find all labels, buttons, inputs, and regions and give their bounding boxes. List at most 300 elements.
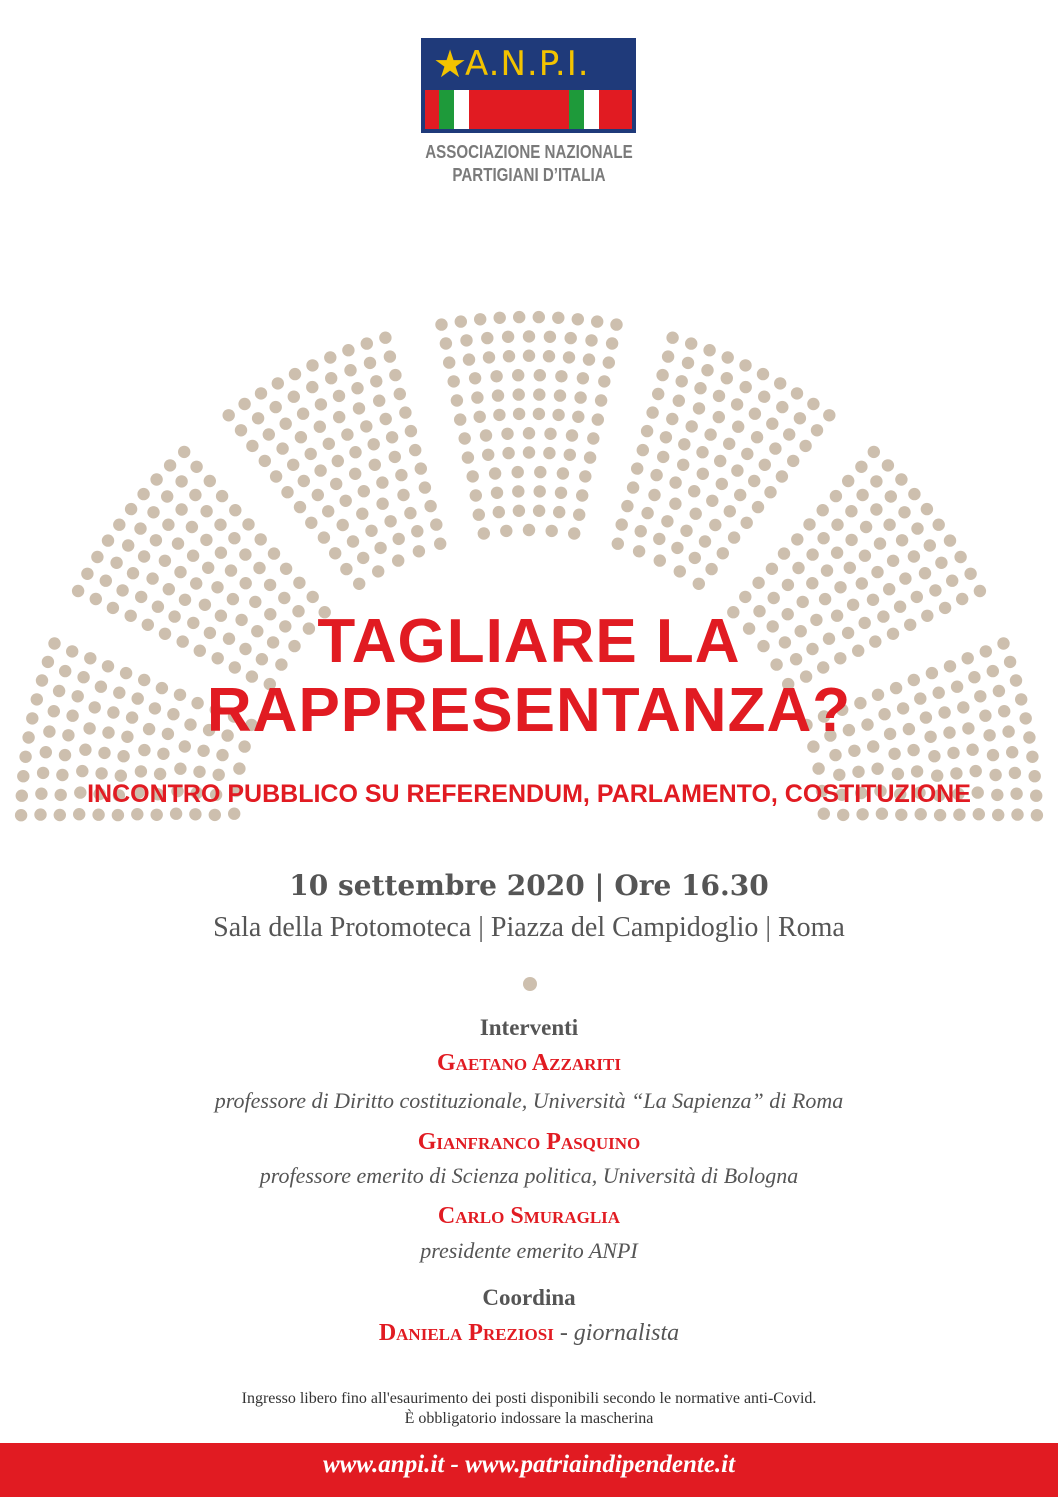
seat-dot	[513, 505, 525, 517]
seat-dot	[353, 578, 365, 590]
seat-dot	[876, 808, 888, 820]
seat-dot	[806, 548, 818, 560]
seat-dot	[633, 545, 645, 557]
seat-dot	[19, 751, 31, 763]
seat-dot	[714, 455, 726, 467]
seat-dot	[98, 747, 110, 759]
seat-dot	[395, 469, 407, 481]
seat-dot	[146, 572, 158, 584]
seat-dot	[870, 475, 882, 487]
seat-dot	[896, 534, 908, 546]
seat-dot	[829, 749, 841, 761]
seat-dot	[721, 372, 733, 384]
seat-dot	[546, 525, 558, 537]
speakers-heading: Interventi	[479, 1015, 579, 1040]
seat-dot	[228, 532, 240, 544]
seat-dot	[483, 351, 495, 363]
seat-dot	[288, 391, 300, 403]
seat-dot	[227, 593, 239, 605]
seat-dot	[739, 591, 751, 603]
seat-dot	[306, 359, 318, 371]
seat-dot	[697, 468, 709, 480]
logo-caption-line2: PARTIGIANI D’ITALIA	[452, 165, 606, 185]
seat-dot	[228, 808, 240, 820]
seat-dot	[100, 575, 112, 587]
seat-dot	[598, 375, 610, 387]
seat-dot	[811, 424, 823, 436]
seat-dot	[592, 413, 604, 425]
seat-dot	[332, 455, 344, 467]
seat-dot	[315, 398, 327, 410]
speaker-name: Carlo Smuraglia	[437, 1203, 621, 1229]
seat-dot	[235, 424, 247, 436]
seat-dot	[778, 547, 790, 559]
seat-dot	[641, 425, 653, 437]
seat-dot	[280, 418, 292, 430]
seat-dot	[138, 744, 150, 756]
seat-dot	[699, 535, 711, 547]
seat-dot	[174, 763, 186, 775]
seat-dot	[818, 808, 830, 820]
seat-dot	[859, 550, 871, 562]
seat-dot	[924, 539, 936, 551]
logo-caption-line1: ASSOCIAZIONE NAZIONALE	[425, 142, 633, 162]
seat-dot	[740, 381, 752, 393]
seat-dot	[376, 498, 388, 510]
seat-dot	[741, 517, 753, 529]
seat-dot	[883, 519, 895, 531]
seat-dot	[523, 350, 535, 362]
seat-dot	[353, 402, 365, 414]
seat-dot	[690, 508, 702, 520]
seat-dot	[454, 413, 466, 425]
seat-dot	[202, 562, 214, 574]
seat-dot	[268, 547, 280, 559]
seat-dot	[340, 495, 352, 507]
seat-dot	[806, 577, 818, 589]
seat-dot	[229, 504, 241, 516]
seat-dot	[471, 391, 483, 403]
speaker-name: Gaetano Azzariti	[437, 1050, 621, 1076]
seat-dot	[934, 809, 946, 821]
seat-dot	[469, 372, 481, 384]
seat-dot	[216, 749, 228, 761]
seat-dot	[947, 747, 959, 759]
seat-dot	[340, 563, 352, 575]
seat-dot	[127, 567, 139, 579]
seat-dot	[953, 809, 965, 821]
seat-dot	[807, 398, 819, 410]
seat-dot	[374, 542, 386, 554]
seat-dot	[473, 509, 485, 521]
seat-dot	[392, 554, 404, 566]
seat-dot	[680, 525, 692, 537]
seat-dot	[512, 369, 524, 381]
seat-dot	[701, 364, 713, 376]
seat-dot	[175, 475, 187, 487]
seat-dot	[1031, 809, 1043, 821]
seat-dot	[490, 370, 502, 382]
seat-dot	[749, 408, 761, 420]
seat-dot	[724, 505, 736, 517]
seat-dot	[674, 565, 686, 577]
seat-dot	[722, 351, 734, 363]
seat-dot	[314, 421, 326, 433]
seat-dot	[305, 517, 317, 529]
seat-dot	[554, 389, 566, 401]
seat-dot	[164, 459, 176, 471]
seat-dot	[783, 428, 795, 440]
seat-dot	[544, 331, 556, 343]
seat-dot	[768, 592, 780, 604]
seat-dot	[90, 593, 102, 605]
seat-dot	[677, 459, 689, 471]
seat-dot	[240, 577, 252, 589]
seat-dot	[657, 451, 669, 463]
seat-dot	[72, 585, 84, 597]
seat-dot	[151, 809, 163, 821]
seat-dot	[817, 504, 829, 516]
seat-dot	[91, 551, 103, 563]
seat-dot	[513, 388, 525, 400]
seat-dot	[122, 539, 134, 551]
seat-dot	[150, 473, 162, 485]
seat-dot	[944, 534, 956, 546]
seat-dot	[40, 746, 52, 758]
seat-dot	[792, 562, 804, 574]
seat-dot	[503, 350, 515, 362]
seat-dot	[662, 350, 674, 362]
seat-dot	[460, 334, 472, 346]
seat-dot	[294, 501, 306, 513]
seat-dot	[933, 519, 945, 531]
seat-dot	[370, 375, 382, 387]
seat-dot	[533, 311, 545, 323]
seat-dot	[358, 485, 370, 497]
seat-dot	[502, 331, 514, 343]
seat-dot	[533, 388, 545, 400]
seat-dot	[253, 562, 265, 574]
seat-dot	[137, 488, 149, 500]
seat-dot	[147, 506, 159, 518]
seat-dot	[493, 409, 505, 421]
seat-dot	[1011, 808, 1023, 820]
seat-dot	[759, 459, 771, 471]
seat-dot	[595, 394, 607, 406]
seat-dot	[405, 425, 417, 437]
seat-dot	[650, 469, 662, 481]
note-line1: Ingresso libero fino all'esaurimento dei posti disponibili secondo le normative anti-Covid.	[241, 1390, 817, 1407]
seat-dot	[950, 767, 962, 779]
seat-dot	[419, 481, 431, 493]
seat-dot	[523, 524, 535, 536]
seat-dot	[739, 359, 751, 371]
seat-dot	[852, 766, 864, 778]
seat-dot	[821, 564, 833, 576]
seat-dot	[565, 332, 577, 344]
seat-dot	[895, 473, 907, 485]
seat-dot	[209, 809, 221, 821]
seat-dot	[915, 808, 927, 820]
seat-dot	[467, 470, 479, 482]
seat-dot	[627, 481, 639, 493]
seat-dot	[731, 464, 743, 476]
seat-dot	[748, 475, 760, 487]
seat-dot	[512, 466, 524, 478]
seat-dot	[161, 490, 173, 502]
seat-dot	[817, 532, 829, 544]
seat-dot	[15, 809, 27, 821]
seat-dot	[682, 357, 694, 369]
seat-dot	[543, 447, 555, 459]
seat-dot	[671, 542, 683, 554]
seat-dot	[732, 421, 744, 433]
seat-dot	[812, 762, 824, 774]
seat-dot	[330, 478, 342, 490]
seat-dot	[911, 765, 923, 777]
seat-dot	[329, 547, 341, 559]
page-title	[0, 607, 1058, 745]
seat-dot	[669, 498, 681, 510]
seat-dot	[987, 749, 999, 761]
seat-dot	[908, 550, 920, 562]
seat-dot	[860, 521, 872, 533]
seat-dot	[386, 431, 398, 443]
seat-dot	[898, 506, 910, 518]
seat-dot	[474, 313, 486, 325]
seat-dot	[563, 351, 575, 363]
seat-dot	[369, 459, 381, 471]
seat-dot	[360, 420, 372, 432]
seat-dot	[831, 519, 843, 531]
seat-dot	[110, 557, 122, 569]
seat-dot	[782, 579, 794, 591]
seat-dot	[577, 372, 589, 384]
seat-dot	[653, 533, 665, 545]
seat-dot	[482, 449, 494, 461]
seat-dot	[372, 565, 384, 577]
seat-dot	[356, 508, 368, 520]
seat-dot	[776, 401, 788, 413]
seat-dot	[660, 431, 672, 443]
seat-dot	[787, 455, 799, 467]
seat-dot	[318, 531, 330, 543]
seat-dot	[413, 545, 425, 557]
seat-dot	[470, 489, 482, 501]
speaker-role: professore emerito di Scienza politica, Università di Bologna	[259, 1163, 799, 1188]
seat-dot	[455, 315, 467, 327]
seat-dot	[776, 470, 788, 482]
seat-dot	[568, 527, 580, 539]
seat-dot	[178, 446, 190, 458]
seat-dot	[848, 745, 860, 757]
seat-dot	[842, 475, 854, 487]
seat-dot	[73, 808, 85, 820]
seat-dot	[717, 547, 729, 559]
seat-dot	[523, 446, 535, 458]
seat-dot	[323, 438, 335, 450]
seat-dot	[500, 525, 512, 537]
title-line1: TAGLIARE LA	[317, 607, 741, 676]
seat-dot	[616, 518, 628, 530]
seat-dot	[95, 767, 107, 779]
seat-dot	[706, 495, 718, 507]
event-venue: Sala della Protomoteca | Piazza del Campidoglio | Roma	[213, 912, 845, 943]
seat-dot	[278, 592, 290, 604]
seat-dot	[887, 555, 899, 567]
seat-dot	[502, 447, 514, 459]
seat-dot	[280, 563, 292, 575]
seat-dot	[966, 744, 978, 756]
seat-dot	[349, 446, 361, 458]
speaker-role: presidente emerito ANPI	[420, 1238, 638, 1263]
seat-dot	[263, 428, 275, 440]
seat-dot	[654, 554, 666, 566]
event-date: 10 settembre 2020 | Ore 16.30	[289, 869, 769, 902]
seat-dot	[572, 411, 584, 423]
seat-dot	[757, 368, 769, 380]
seat-dot	[557, 467, 569, 479]
seat-dot	[752, 501, 764, 513]
note-line2: È obbligatorio indossare la mascherina	[404, 1410, 654, 1427]
seat-dot	[728, 531, 740, 543]
seat-dot	[373, 395, 385, 407]
seat-dot	[956, 593, 968, 605]
seat-dot	[703, 344, 715, 356]
seat-dot	[899, 572, 911, 584]
divider-dot	[523, 977, 537, 991]
seat-dot	[376, 476, 388, 488]
seat-dot	[190, 577, 202, 589]
seat-dot	[281, 486, 293, 498]
seat-dot	[135, 591, 147, 603]
seat-dot	[685, 337, 697, 349]
seat-dot	[585, 334, 597, 346]
seat-dot	[637, 444, 649, 456]
seat-dot	[157, 748, 169, 760]
seat-dot	[295, 431, 307, 443]
seat-dot	[689, 552, 701, 564]
seat-dot	[696, 446, 708, 458]
seat-dot	[276, 442, 288, 454]
seat-dot	[666, 413, 678, 425]
seat-dot	[190, 461, 202, 473]
seat-dot	[766, 418, 778, 430]
seat-dot	[928, 750, 940, 762]
seat-dot	[342, 344, 354, 356]
seat-dot	[631, 462, 643, 474]
seat-dot	[574, 391, 586, 403]
seat-dot	[435, 318, 447, 330]
title-line2: RAPPRESENTANZA?	[206, 676, 852, 745]
seat-dot	[579, 470, 591, 482]
star-icon: ★	[432, 42, 468, 86]
seat-dot	[964, 568, 976, 580]
seat-dot	[216, 490, 228, 502]
seat-dot	[239, 548, 251, 560]
seat-dot	[641, 507, 653, 519]
seat-dot	[246, 440, 258, 452]
seat-dot	[116, 584, 128, 596]
seat-dot	[200, 534, 212, 546]
moderator-line	[0, 1320, 1058, 1347]
seat-dot	[37, 767, 49, 779]
seat-dot	[404, 507, 416, 519]
seat-dot	[769, 442, 781, 454]
seat-dot	[187, 550, 199, 562]
seat-dot	[553, 506, 565, 518]
seat-dot	[921, 503, 933, 515]
seat-dot	[856, 808, 868, 820]
seat-dot	[856, 577, 868, 589]
seat-dot	[481, 332, 493, 344]
seat-dot	[819, 593, 831, 605]
seat-dot	[766, 563, 778, 575]
seat-dot	[867, 594, 879, 606]
seat-dot	[389, 369, 401, 381]
seat-dot	[314, 464, 326, 476]
seat-dot	[673, 395, 685, 407]
seat-dot	[871, 763, 883, 775]
seat-dot	[204, 475, 216, 487]
entry-note	[0, 1389, 1058, 1429]
seat-dot	[462, 451, 474, 463]
seat-dot	[764, 486, 776, 498]
seat-dot	[845, 505, 857, 517]
seat-dot	[533, 505, 545, 517]
seat-dot	[973, 808, 985, 820]
seat-dot	[534, 466, 546, 478]
seat-dot	[693, 578, 705, 590]
seat-dot	[333, 390, 345, 402]
seat-dot	[357, 552, 369, 564]
seat-dot	[159, 555, 171, 567]
seat-dot	[92, 809, 104, 821]
seat-dot	[364, 357, 376, 369]
seat-dot	[117, 750, 129, 762]
seat-dot	[102, 534, 114, 546]
seat-dot	[305, 448, 317, 460]
seat-dot	[493, 506, 505, 518]
seat-dot	[907, 744, 919, 756]
seat-dot	[774, 377, 786, 389]
seat-dot	[174, 566, 186, 578]
seat-dot	[211, 581, 223, 593]
seat-dot	[162, 519, 174, 531]
seat-dot	[297, 408, 309, 420]
seat-dot	[324, 351, 336, 363]
seat-dot	[908, 488, 920, 500]
seat-dot	[646, 406, 658, 418]
seat-dot	[543, 350, 555, 362]
seat-dot	[791, 533, 803, 545]
seat-dot	[868, 446, 880, 458]
seat-dot	[264, 579, 276, 591]
seat-dot	[954, 551, 966, 563]
seat-dot	[572, 313, 584, 325]
seat-dot	[415, 462, 427, 474]
seat-dot	[713, 390, 725, 402]
seat-dot	[365, 525, 377, 537]
seat-dot	[138, 550, 150, 562]
seat-dot	[970, 765, 982, 777]
footer-links[interactable]: www.anpi.it - www.patriaindipendente.it	[0, 1443, 1058, 1497]
seat-dot	[480, 429, 492, 441]
seat-dot	[844, 562, 856, 574]
seat-dot	[751, 431, 763, 443]
seat-dot	[135, 765, 147, 777]
seat-dot	[758, 391, 770, 403]
